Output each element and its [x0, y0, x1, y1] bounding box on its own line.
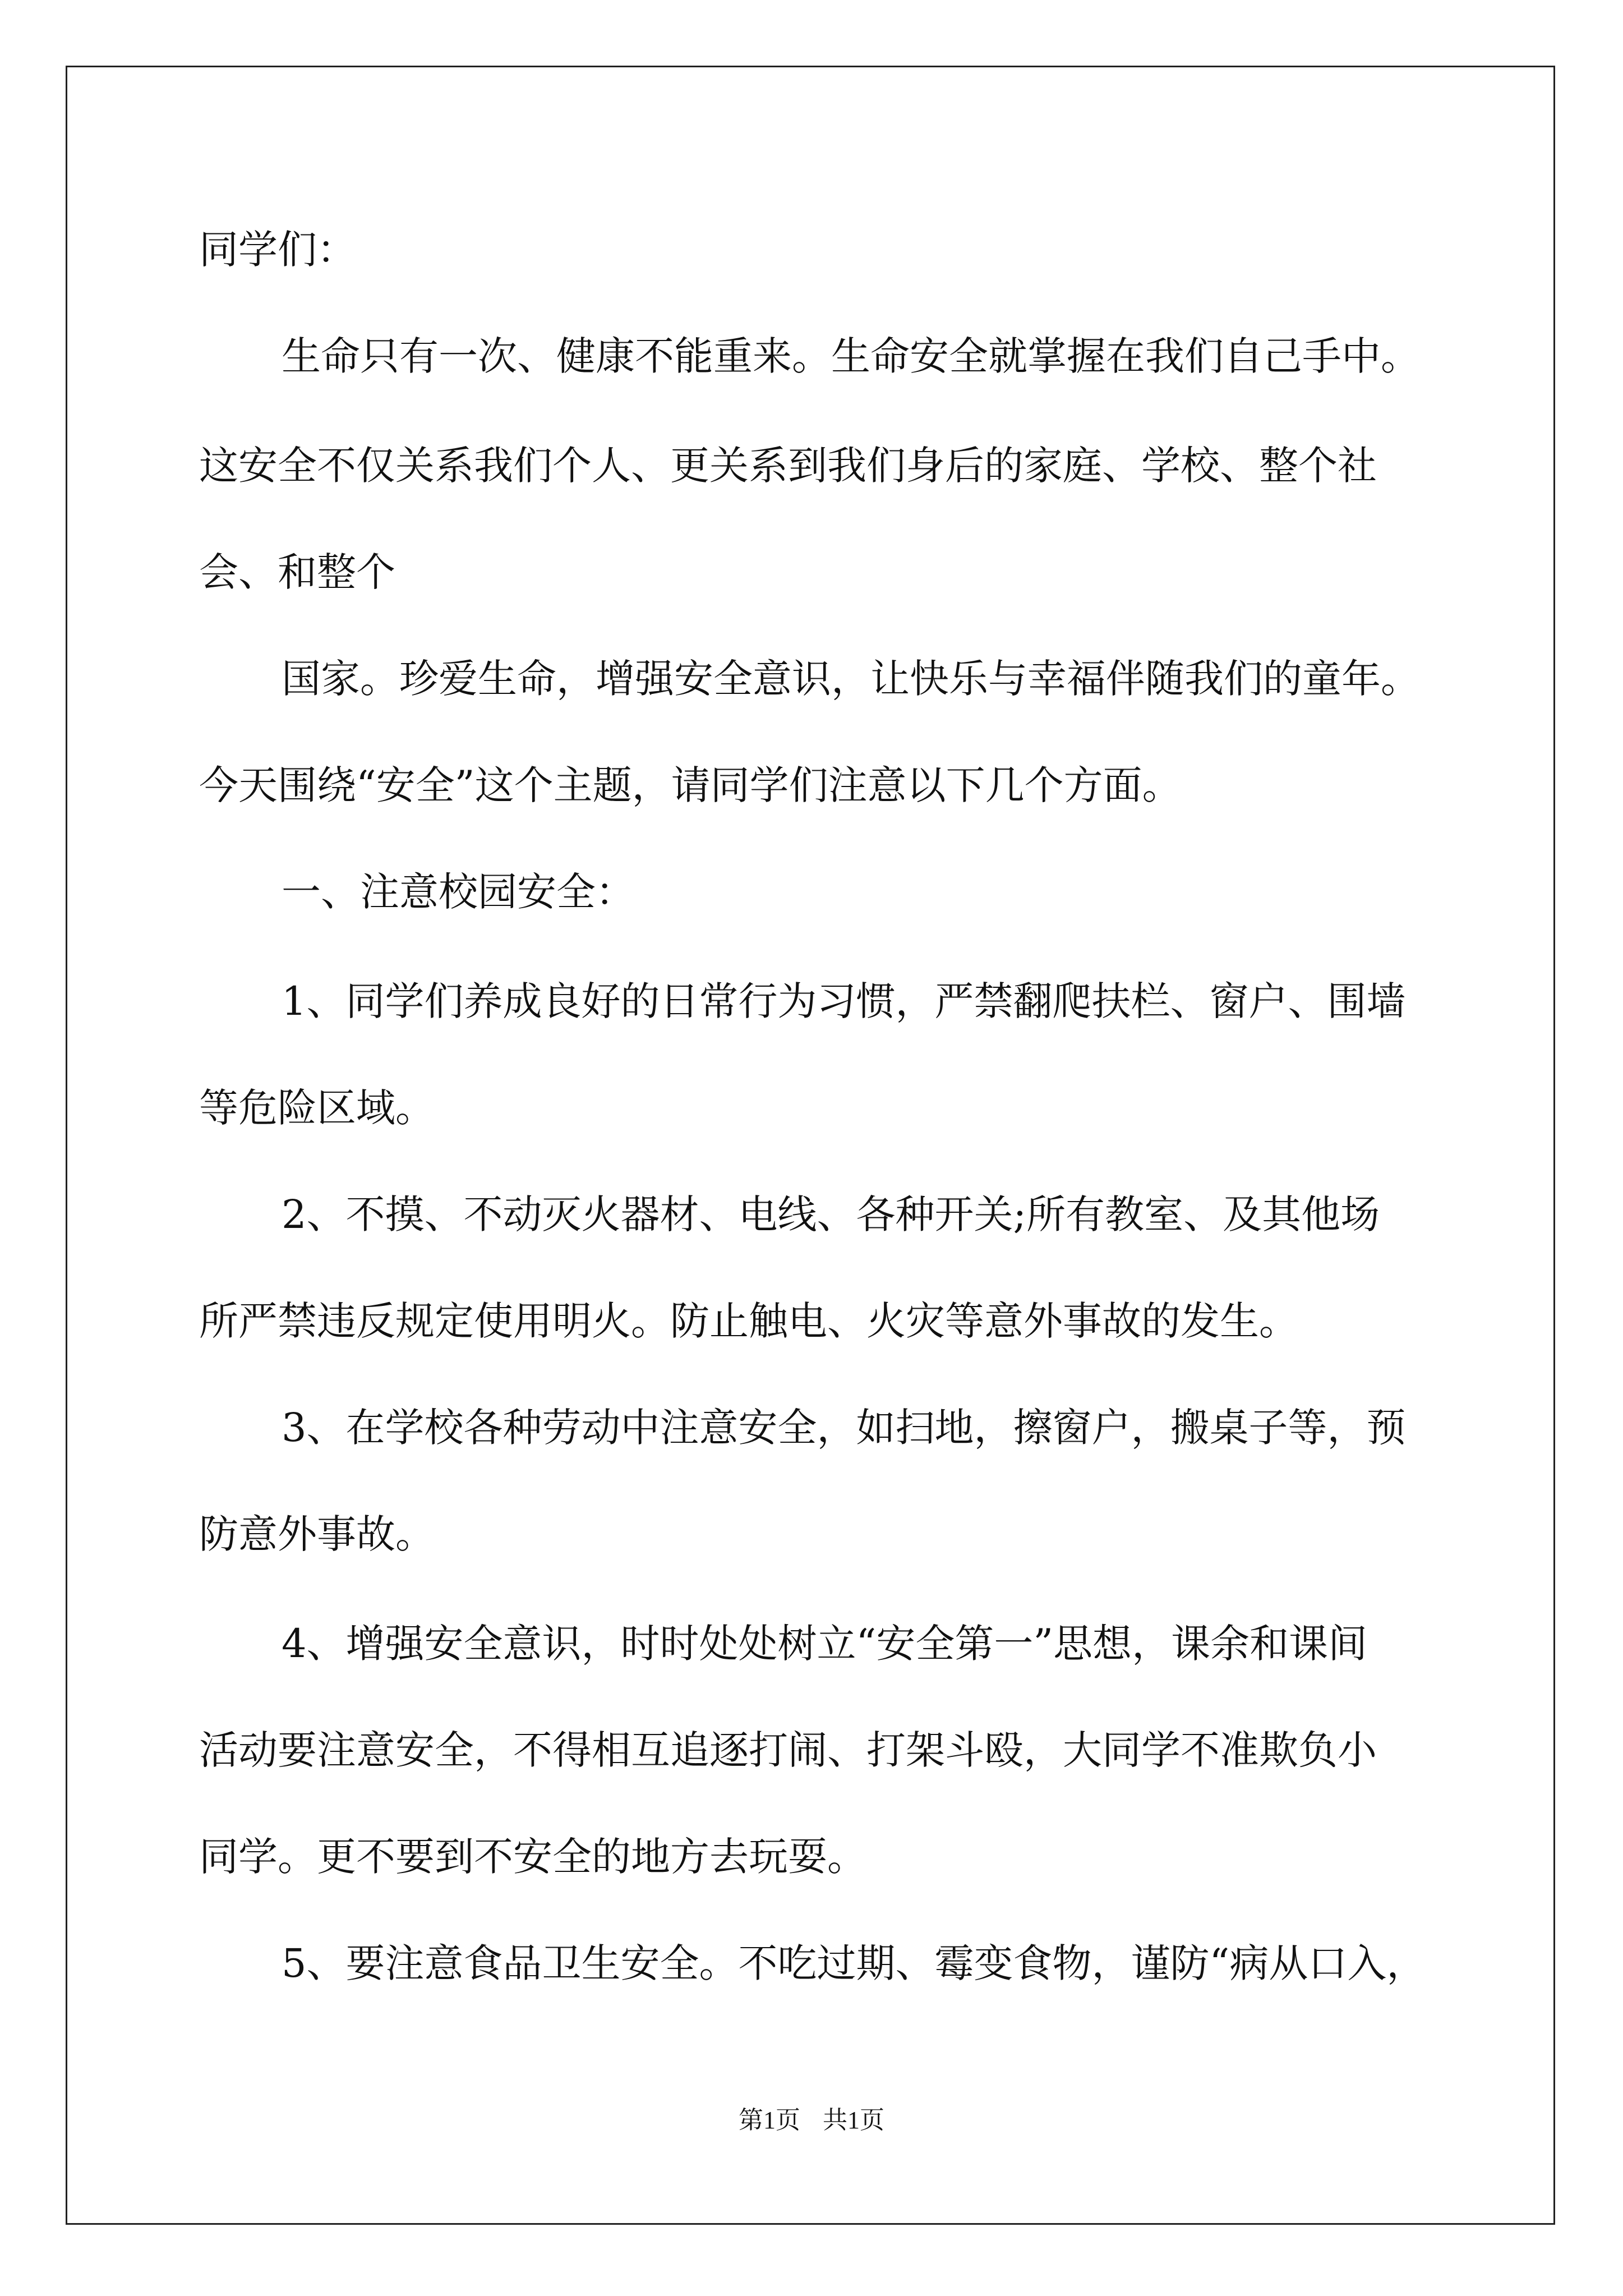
paragraph-line: 所严禁违反规定使用明火。防止触电、火灾等意外事故的发生。: [199, 1298, 1298, 1344]
paragraph-line: 4、增强安全意识，时时处处树立“安全第一”思想，课余和课间: [282, 1621, 1368, 1667]
paragraph-line: 今天围绕“安全”这个主题，请同学们注意以下几个方面。: [199, 762, 1182, 808]
section-heading: 一、注意校园安全：: [282, 869, 635, 915]
paragraph-line: 活动要注意安全，不得相互追逐打闹、打架斗殴，大同学不准欺负小: [199, 1727, 1377, 1773]
paragraph-line: 国家。珍爱生命，增强安全意识，让快乐与幸福伴随我们的童年。: [282, 656, 1420, 702]
paragraph-line: 1、同学们养成良好的日常行为习惯，严禁翻爬扶栏、窗户、围墙: [282, 978, 1406, 1024]
paragraph-line: 生命只有一次、健康不能重来。生命安全就掌握在我们自己手中。: [282, 333, 1420, 379]
paragraph-line: 等危险区域。: [199, 1085, 435, 1131]
paragraph-line: 会、和整个: [199, 549, 395, 595]
paragraph-line: 2、不摸、不动灭火器材、电线、各种开关;所有教室、及其他场: [282, 1191, 1380, 1237]
page-footer: [0, 2104, 1623, 2137]
paragraph-line: 同学。更不要到不安全的地方去玩耍。: [199, 1834, 866, 1880]
paragraph-line: 这安全不仅关系我们个人、更关系到我们身后的家庭、学校、整个社: [199, 443, 1377, 489]
paragraph-line: 3、在学校各种劳动中注意安全，如扫地，擦窗户，搬桌子等，预: [282, 1405, 1406, 1451]
paragraph-line: 防意外事故。: [199, 1511, 435, 1557]
page-number-current: 第1页: [739, 2106, 800, 2134]
greeting: 同学们：: [199, 227, 356, 273]
paragraph-line: 5、要注意食品卫生安全。不吃过期、霉变食物，谨防“病从口入，: [282, 1940, 1426, 1986]
page-number-total: 共1页: [823, 2106, 884, 2134]
page-border: [66, 66, 1555, 2225]
